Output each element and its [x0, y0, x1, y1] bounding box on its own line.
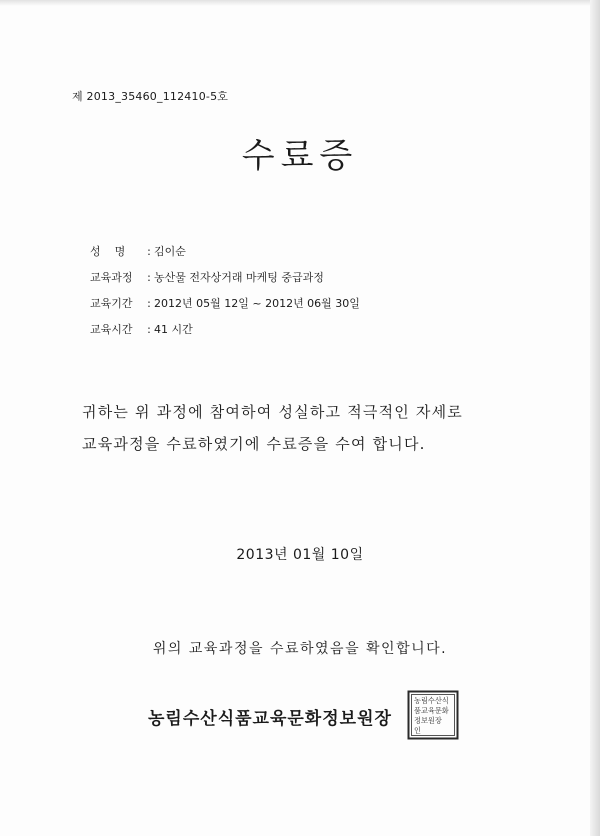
field-value-hours: 41 시간: [154, 323, 193, 336]
field-name: 성명 : 김이순: [90, 245, 186, 258]
svg-text:정보원장: 정보원장: [414, 716, 442, 725]
field-label-hours: 교육시간: [90, 323, 133, 336]
scan-top-shadow: [0, 0, 600, 6]
body-line-2: 교육과정을 수료하였기에 수료증을 수여 합니다.: [82, 435, 426, 453]
field-label-period: 교육기간: [90, 297, 133, 310]
field-label-name: 성명: [90, 245, 140, 258]
field-value-course: 농산물 전자상거래 마케팅 중급과정: [154, 271, 324, 284]
confirmation-statement: 위의 교육과정을 수료하였음을 확인합니다.: [152, 641, 448, 657]
certificate-number: 제 2013_35460_112410-5호: [72, 90, 229, 103]
field-value-period: 2012년 05월 12일 ~ 2012년 06월 30일: [154, 297, 360, 310]
certificate-body: [82, 396, 542, 460]
issuer-name: 농림수산식품교육문화정보원장: [148, 709, 392, 729]
field-hours: 교육시간 : 41 시간: [90, 323, 193, 336]
svg-text:인: 인: [414, 726, 421, 735]
body-line-1: 귀하는 위 과정에 참여하여 성실하고 적극적인 자세로: [82, 403, 463, 421]
field-list: [90, 244, 360, 348]
document-title: 수료증: [241, 136, 359, 176]
issue-date: 2013년 01월 10일: [236, 547, 364, 563]
official-seal-stamp: [407, 690, 459, 740]
scan-right-shadow: [590, 0, 600, 836]
svg-text:품교육문화: 품교육문화: [414, 706, 449, 715]
field-course: 교육과정 : 농산물 전자상거래 마케팅 중급과정: [90, 271, 324, 284]
field-value-name: 김이순: [154, 245, 186, 258]
svg-text:농림수산식: 농림수산식: [414, 696, 449, 705]
field-period: 교육기간 : 2012년 05월 12일 ~ 2012년 06월 30일: [90, 297, 360, 310]
field-label-course: 교육과정: [90, 271, 133, 284]
